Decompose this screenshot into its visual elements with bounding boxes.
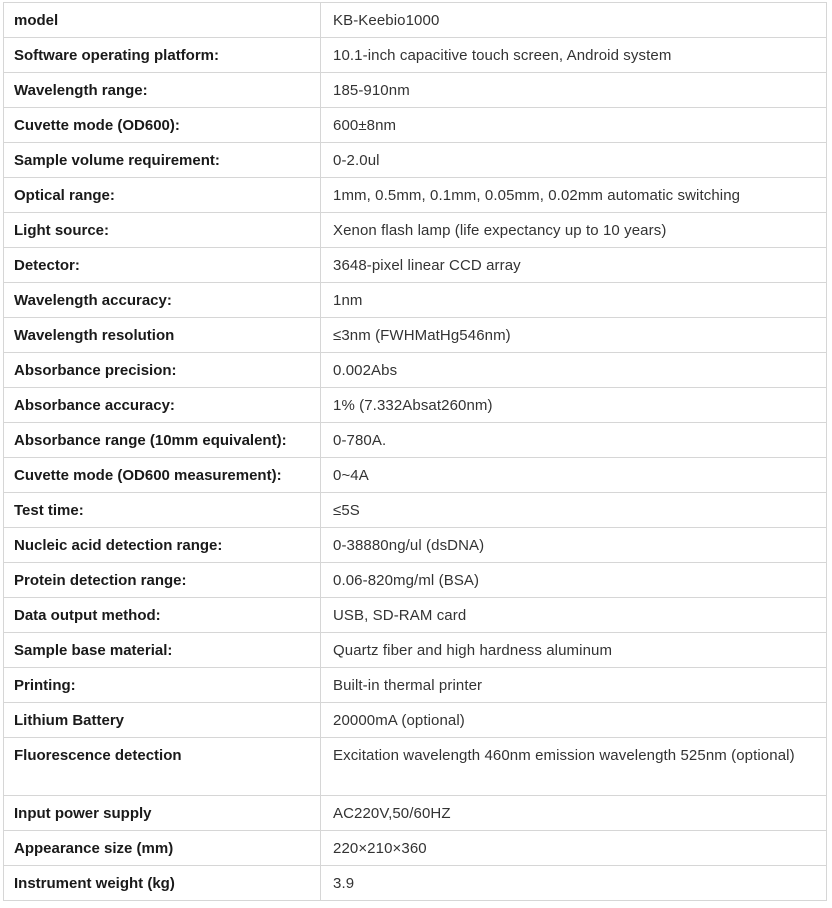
spec-value: 1nm (321, 283, 827, 318)
table-row (4, 738, 827, 796)
table-row (4, 318, 827, 353)
spec-label: Absorbance range (10mm equivalent): (4, 423, 321, 458)
spec-label: Wavelength range: (4, 73, 321, 108)
table-row (4, 38, 827, 73)
spec-label: Instrument weight (kg) (4, 866, 321, 901)
spec-value: Xenon flash lamp (life expectancy up to 10 years) (321, 213, 827, 248)
spec-value: ≤5S (321, 493, 827, 528)
spec-value: 1% (7.332Absat260nm) (321, 388, 827, 423)
table-row (4, 353, 827, 388)
table-row (4, 493, 827, 528)
table-row (4, 213, 827, 248)
spec-value: Excitation wavelength 460nm emission wavelength 525nm (optional) (321, 738, 827, 796)
spec-value: 1mm, 0.5mm, 0.1mm, 0.05mm, 0.02mm automatic switching (321, 178, 827, 213)
table-row (4, 866, 827, 901)
table-row (4, 831, 827, 866)
spec-label: Cuvette mode (OD600): (4, 108, 321, 143)
table-row (4, 388, 827, 423)
spec-label: Absorbance accuracy: (4, 388, 321, 423)
spec-label: Nucleic acid detection range: (4, 528, 321, 563)
spec-value: Built-in thermal printer (321, 668, 827, 703)
spec-value: Quartz fiber and high hardness aluminum (321, 633, 827, 668)
spec-label: Test time: (4, 493, 321, 528)
table-row (4, 178, 827, 213)
spec-value: 185-910nm (321, 73, 827, 108)
table-row (4, 598, 827, 633)
spec-label: Sample base material: (4, 633, 321, 668)
specifications-table (3, 2, 827, 901)
spec-value: 0.002Abs (321, 353, 827, 388)
spec-value: 220×210×360 (321, 831, 827, 866)
spec-value: 0.06-820mg/ml (BSA) (321, 563, 827, 598)
spec-value: 0-38880ng/ul (dsDNA) (321, 528, 827, 563)
spec-label: Printing: (4, 668, 321, 703)
specifications-body (4, 3, 827, 901)
spec-value: 0~4A (321, 458, 827, 493)
spec-label: Data output method: (4, 598, 321, 633)
table-row (4, 668, 827, 703)
table-row (4, 283, 827, 318)
spec-value: KB-Keebio1000 (321, 3, 827, 38)
table-row (4, 248, 827, 283)
spec-value: ≤3nm (FWHMatHg546nm) (321, 318, 827, 353)
spec-label: Software operating platform: (4, 38, 321, 73)
table-row (4, 143, 827, 178)
spec-label: Optical range: (4, 178, 321, 213)
spec-value: 600±8nm (321, 108, 827, 143)
table-row (4, 796, 827, 831)
spec-value: 3648-pixel linear CCD array (321, 248, 827, 283)
table-row (4, 703, 827, 738)
spec-value: USB, SD-RAM card (321, 598, 827, 633)
table-row (4, 108, 827, 143)
spec-value: 3.9 (321, 866, 827, 901)
spec-value: 20000mA (optional) (321, 703, 827, 738)
table-row (4, 528, 827, 563)
table-row (4, 3, 827, 38)
spec-label: Wavelength accuracy: (4, 283, 321, 318)
spec-label: Input power supply (4, 796, 321, 831)
spec-value: 0-780A. (321, 423, 827, 458)
spec-label: Sample volume requirement: (4, 143, 321, 178)
spec-label: model (4, 3, 321, 38)
spec-label: Light source: (4, 213, 321, 248)
table-row (4, 563, 827, 598)
table-row (4, 633, 827, 668)
spec-label: Detector: (4, 248, 321, 283)
table-row (4, 458, 827, 493)
spec-value: 10.1-inch capacitive touch screen, Android system (321, 38, 827, 73)
spec-label: Absorbance precision: (4, 353, 321, 388)
spec-label: Appearance size (mm) (4, 831, 321, 866)
spec-label: Lithium Battery (4, 703, 321, 738)
spec-value: AC220V,50/60HZ (321, 796, 827, 831)
spec-label: Wavelength resolution (4, 318, 321, 353)
table-row (4, 423, 827, 458)
spec-label: Cuvette mode (OD600 measurement): (4, 458, 321, 493)
spec-label: Fluorescence detection (4, 738, 321, 796)
spec-value: 0-2.0ul (321, 143, 827, 178)
table-row (4, 73, 827, 108)
spec-label: Protein detection range: (4, 563, 321, 598)
